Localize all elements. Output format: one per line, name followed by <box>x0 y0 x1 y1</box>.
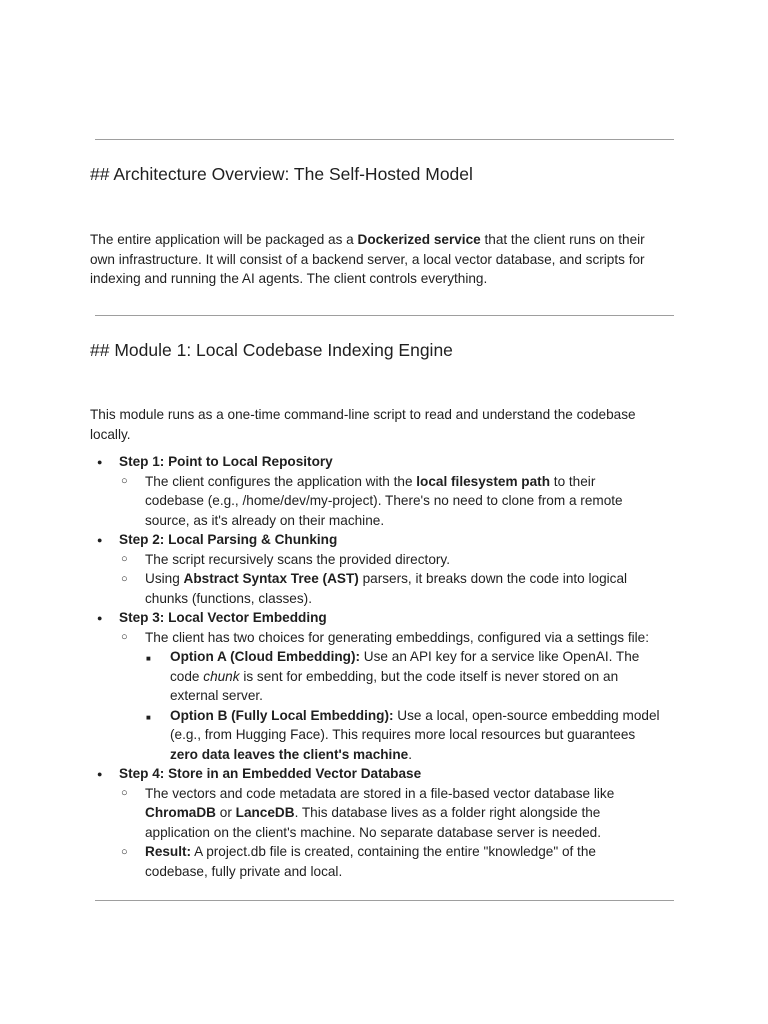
dockerized-service-emphasis: Dockerized service <box>357 232 481 247</box>
bullet-square-icon: ■ <box>146 654 151 663</box>
section-heading-architecture: ## Architecture Overview: The Self-Hosted Model <box>90 164 473 184</box>
step-2-item-b-line-2: chunks (functions, classes). <box>145 590 312 606</box>
bullet-filled-icon: ● <box>97 613 103 623</box>
architecture-paragraph-line-1: The entire application will be packaged as a Dockerized service that the client runs on their <box>90 232 645 247</box>
step-3-item-a: The client has two choices for generating embeddings, configured via a settings file: <box>145 629 650 645</box>
bullet-hollow-icon: ○ <box>121 475 128 487</box>
bullet-hollow-icon: ○ <box>121 553 128 565</box>
step-1-item-line-3: source, as it's already on their machine. <box>145 512 385 528</box>
bullet-filled-icon: ● <box>97 535 103 545</box>
step-2-title: Step 2: Local Parsing & Chunking <box>119 532 338 547</box>
option-b-line-1: Option B (Fully Local Embedding): Use a local, open-source embedding model <box>170 707 660 723</box>
bullet-square-icon: ■ <box>146 712 151 722</box>
divider-bottom <box>95 900 674 901</box>
bullet-filled-icon: ● <box>97 457 103 467</box>
step-4-item-a-line-1: The vectors and code metadata are stored in a file-based vector database like <box>145 785 615 801</box>
step-1-item-line-1: The client configures the application with the local filesystem path to their <box>145 473 596 489</box>
step-4-item-b-line-1: Result: A project.db file is created, containing the entire "knowledge" of the <box>145 844 596 859</box>
divider-top <box>95 139 674 140</box>
step-2-item-b-line-1: Using Abstract Syntax Tree (AST) parsers, it breaks down the code into logical <box>145 571 628 586</box>
step-1-title: Step 1: Point to Local Repository <box>119 454 333 469</box>
step-4-item-a-line-2: ChromaDB or LanceDB. This database lives as a folder right alongside the <box>145 805 601 820</box>
step-4-title: Step 4: Store in an Embedded Vector Database <box>119 766 422 781</box>
step-4-item-b-line-2: codebase, fully private and local. <box>145 863 343 879</box>
divider-middle <box>95 315 674 316</box>
module-intro-line-1: This module runs as a one-time command-line script to read and understand the codebase <box>90 407 636 422</box>
step-4-item-a-line-3: application on the client's machine. No separate database server is needed. <box>145 824 602 840</box>
bullet-filled-icon: ● <box>97 769 103 779</box>
bullet-hollow-icon: ○ <box>121 572 128 585</box>
architecture-paragraph-line-2: own infrastructure. It will consist of a backend server, a local vector database, and scripts for <box>90 251 645 267</box>
option-a-line-3: external server. <box>170 688 263 703</box>
option-b-line-2: (e.g., from Hugging Face). This requires more local resources but guarantees <box>170 727 636 742</box>
step-3-title: Step 3: Local Vector Embedding <box>119 610 327 625</box>
architecture-paragraph-line-3: indexing and running the AI agents. The client controls everything. <box>90 271 488 286</box>
bullet-hollow-icon: ○ <box>121 845 128 858</box>
step-2-item-a: The script recursively scans the provided directory. <box>145 551 450 567</box>
section-heading-module-1: ## Module 1: Local Codebase Indexing Engine <box>90 340 453 360</box>
step-1-item-line-2: codebase (e.g., /home/dev/my-project). There's no need to clone from a remote <box>145 493 623 508</box>
option-b-line-3: zero data leaves the client's machine. <box>170 746 412 762</box>
option-a-line-1: Option A (Cloud Embedding): Use an API key for a service like OpenAI. The <box>170 649 640 664</box>
bullet-hollow-icon: ○ <box>121 787 128 799</box>
bullet-hollow-icon: ○ <box>121 631 128 643</box>
option-a-line-2: code chunk is sent for embedding, but the code itself is never stored on an <box>170 668 619 684</box>
module-intro-line-2: locally. <box>90 426 131 442</box>
